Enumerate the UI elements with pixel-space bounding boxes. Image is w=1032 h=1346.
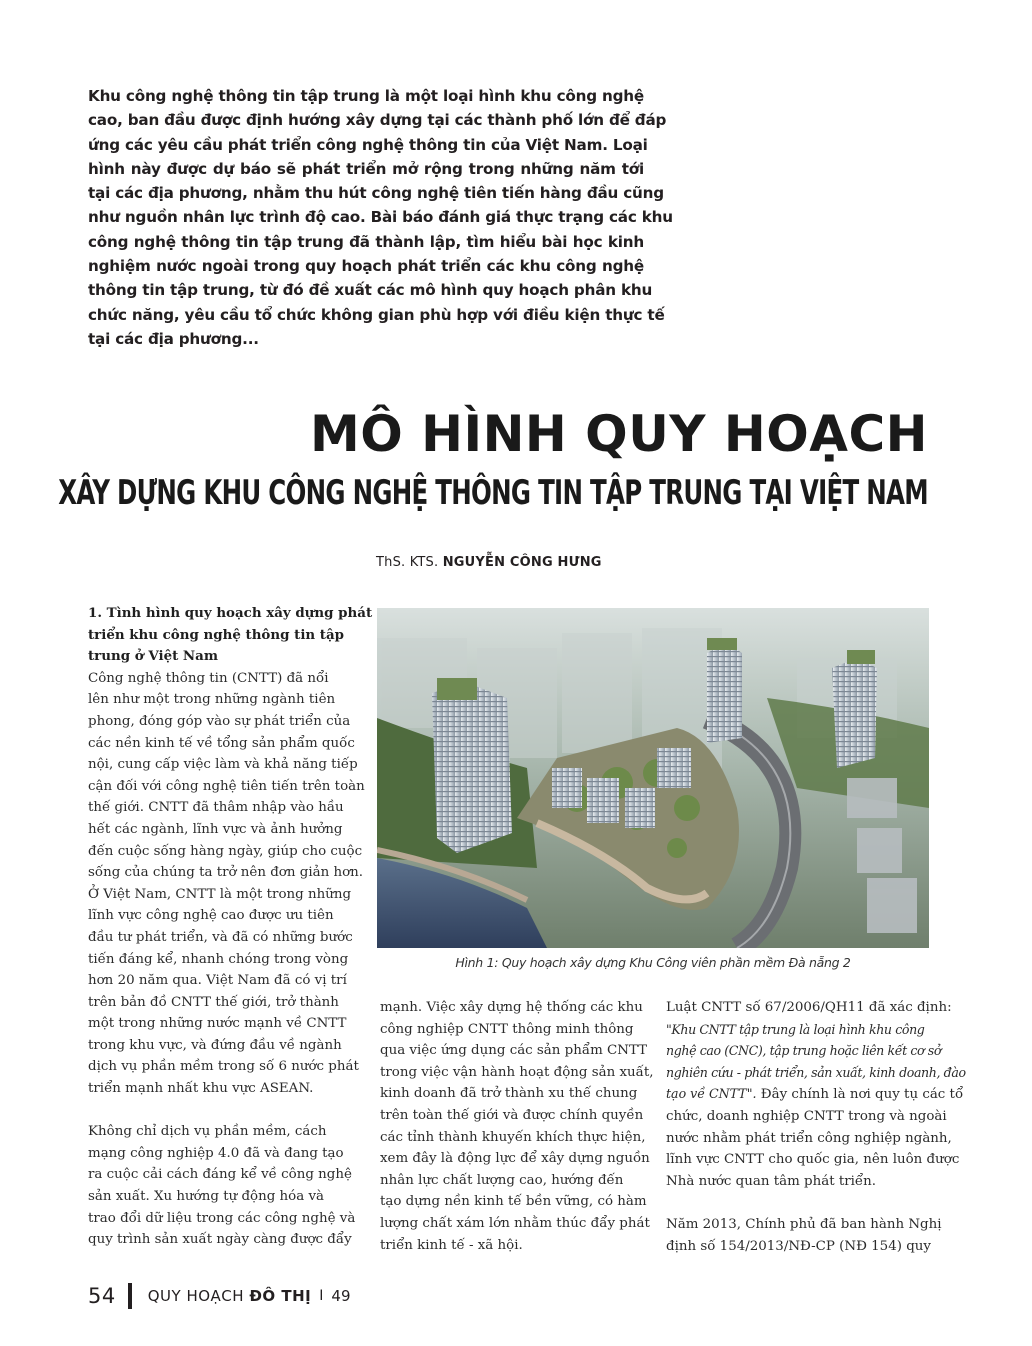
text-line: tại các địa phương... <box>88 329 259 348</box>
column-3 <box>666 997 966 1257</box>
text-line: đến cuộc sống hàng ngày, giúp cho cuộc <box>88 843 363 859</box>
paragraph <box>666 1214 942 1257</box>
text-line: ra cuộc cải cách đáng kể về công nghệ <box>88 1167 352 1183</box>
text-line: nhân lực chất lượng cao, hướng đến <box>380 1172 624 1188</box>
text-line: tiến đáng kể, nhanh chóng trong vòng <box>88 951 349 967</box>
text-line: hơn 20 năm qua. Việt Nam đã có vị trí <box>88 973 347 989</box>
paragraph-line: Luật CNTT số 67/2006/QH11 đã xác định: <box>666 1000 952 1015</box>
text-line: Ở Việt Nam, CNTT là một trong những <box>88 886 352 902</box>
text-line: đầu tư phát triển, và đã có những bước <box>88 929 353 945</box>
text-line: thế giới. CNTT đã thâm nhập vào hầu <box>88 800 344 816</box>
figure-caption: Hình 1: Quy hoạch xây dựng Khu Công viên phần mềm Đà nẵng 2 <box>455 955 851 970</box>
text-line: trên toàn thế giới và được chính quyền <box>380 1107 644 1123</box>
magazine-name-regular: QUY HOẠCH <box>147 1287 245 1305</box>
text-line: trong việc vận hành hoạt động sản xuất, <box>380 1064 654 1080</box>
law-quote <box>666 1019 966 1084</box>
article-subtitle: XÂY DỰNG KHU CÔNG NGHỆ THÔNG TIN TẬP TRUNG TẠI VIỆT NAM <box>58 473 928 513</box>
footer-separator: I <box>319 1288 324 1304</box>
text-line: nước nhằm phát triển công nghiệp ngành, <box>666 1130 952 1146</box>
text-line: ứng các yêu cầu phát triển công nghệ thông tin của Việt Nam. Loại <box>88 135 648 154</box>
text-line: Khu công nghệ thông tin tập trung là một loại hình khu công nghệ <box>88 87 644 105</box>
text-line: một trong những nước mạnh về CNTT <box>88 1016 347 1032</box>
magazine-name <box>148 1287 312 1305</box>
text-line: trao đổi dữ liệu trong các công nghệ và <box>88 1210 356 1226</box>
paragraph-line <box>666 1083 964 1106</box>
text-line: cao, ban đầu được định hướng xây dựng tại các thành phố lớn để đáp <box>88 111 667 130</box>
column-1 <box>88 603 373 1251</box>
text-line: sống của chúng ta trở nên đơn giản hơn. <box>88 865 364 881</box>
text-line: chức năng, yêu cầu tổ chức không gian phù hợp với điều kiện thực tế <box>88 305 665 324</box>
text-line: qua việc ứng dụng các sản phẩm CNTT <box>380 1043 648 1059</box>
text-line: kinh doanh đã trở thành xu thế chung <box>380 1086 638 1102</box>
magazine-name-bold: ĐÔ THỊ <box>249 1287 312 1305</box>
figure-image <box>377 608 929 948</box>
article-title: MÔ HÌNH QUY HOẠCH <box>309 405 928 463</box>
text-line: thông tin tập trung, từ đó đề xuất các mô hình quy hoạch phân khu <box>88 281 653 300</box>
paragraph <box>88 668 363 1100</box>
paragraph-text: Đây chính là nơi quy tụ các tổ <box>756 1087 964 1103</box>
text-line: như nguồn nhân lực trình độ cao. Bài báo đánh giá thực trạng các khu <box>88 208 673 227</box>
text-line: các tỉnh thành khuyến khích thực hiện, <box>380 1129 646 1145</box>
text-line: công nghiệp CNTT thông minh thông <box>380 1021 634 1037</box>
text-line: nghiệm nước ngoài trong quy hoạch phát triển các khu công nghệ <box>88 257 644 276</box>
section-heading <box>88 603 373 668</box>
text-line: phong, đóng góp vào sự phát triển của <box>88 713 351 729</box>
text-line: dịch vụ phần mềm trong số 6 nước phát <box>88 1059 359 1075</box>
text-line: triển mạnh nhất khu vực ASEAN. <box>88 1081 314 1097</box>
text-line: triển kinh tế - xã hội. <box>380 1237 523 1253</box>
text-line: Công nghệ thông tin (CNTT) đã nổi <box>88 670 329 686</box>
tower-right <box>832 658 877 768</box>
text-line: trung ở Việt Nam <box>88 648 219 665</box>
text-line: chức, doanh nghiệp CNTT trong và ngoài <box>666 1108 947 1124</box>
text-line: nội, cung cấp việc làm và khả năng tiếp <box>88 757 358 773</box>
paragraph-rest <box>666 1106 960 1192</box>
abstract <box>88 84 673 351</box>
tower-left <box>432 683 512 853</box>
author-prefix: ThS. KTS. <box>376 555 439 570</box>
text-line: "Khu CNTT tập trung là loại hình khu công <box>666 1021 925 1037</box>
text-line: Năm 2013, Chính phủ đã ban hành Nghị <box>666 1216 942 1232</box>
paragraph <box>88 1121 363 1251</box>
paragraph <box>666 997 966 1192</box>
text-line: nghiên cứu - phát triển, sản xuất, kinh doanh, đào <box>666 1064 966 1080</box>
text-line: tạo dựng nền kinh tế bền vững, có hàm <box>380 1194 647 1210</box>
text-line: trên bản đồ CNTT thế giới, trở thành <box>88 994 339 1010</box>
text-line: mạng công nghiệp 4.0 đã và đang tạo <box>88 1145 344 1161</box>
text-line: lượng chất xám lớn nhằm thúc đẩy phát <box>380 1215 650 1231</box>
text-line: quy trình sản xuất ngày càng được đẩy <box>88 1232 352 1248</box>
text-line: hết các ngành, lĩnh vực và ảnh hưởng <box>88 821 343 837</box>
text-line: Không chỉ dịch vụ phần mềm, cách <box>88 1124 327 1140</box>
text-line: các nền kinh tế về tổng sản phẩm quốc <box>88 735 355 751</box>
author-name: NGUYỄN CÔNG HƯNG <box>442 555 602 570</box>
text-line: định số 154/2013/NĐ-CP (NĐ 154) quy <box>666 1238 931 1254</box>
text-line: cận đối với công nghệ tiên tiến trên toàn <box>88 778 365 794</box>
text-line: 1. Tình hình quy hoạch xây dựng phát <box>88 605 373 621</box>
page-number: 54 <box>88 1284 116 1308</box>
issue-number: 49 <box>331 1287 351 1305</box>
text-line: xem đây là động lực để xây dựng nguồn <box>380 1151 650 1167</box>
text-line: lên như một trong những ngành tiên <box>88 692 336 708</box>
text-line: nghệ cao (CNC), tập trung hoặc liên kết cơ sở <box>666 1043 942 1059</box>
text-line: lĩnh vực CNTT cho quốc gia, nên luôn được <box>666 1152 960 1168</box>
page-footer <box>88 1282 351 1310</box>
footer-divider <box>128 1283 132 1309</box>
tower-center <box>707 643 742 743</box>
paragraph <box>380 997 654 1256</box>
text-line: sản xuất. Xu hướng tự động hóa và <box>88 1189 325 1205</box>
text-line: mạnh. Việc xây dựng hệ thống các khu <box>380 1000 643 1015</box>
text-line: Nhà nước quan tâm phát triển. <box>666 1173 877 1189</box>
text-line: lĩnh vực công nghệ cao được ưu tiên <box>88 908 334 924</box>
text-line: công nghệ thông tin tập trung đã thành lập, tìm hiểu bài học kinh <box>88 232 644 251</box>
law-quote-end: tạo về CNTT". <box>666 1086 757 1102</box>
text-line: trong khu vực, và đứng đầu về ngành <box>88 1037 342 1053</box>
text-line: tại các địa phương, nhằm thu hút công nghệ tiên tiến hàng đầu cũng <box>88 184 664 203</box>
text-line: hình này được dự báo sẽ phát triển mở rộng trong những năm tới <box>88 159 644 178</box>
author-byline <box>376 555 602 570</box>
aerial-rendering-image <box>377 608 929 948</box>
text-line: triển khu công nghệ thông tin tập <box>88 626 345 643</box>
column-2 <box>380 997 654 1256</box>
